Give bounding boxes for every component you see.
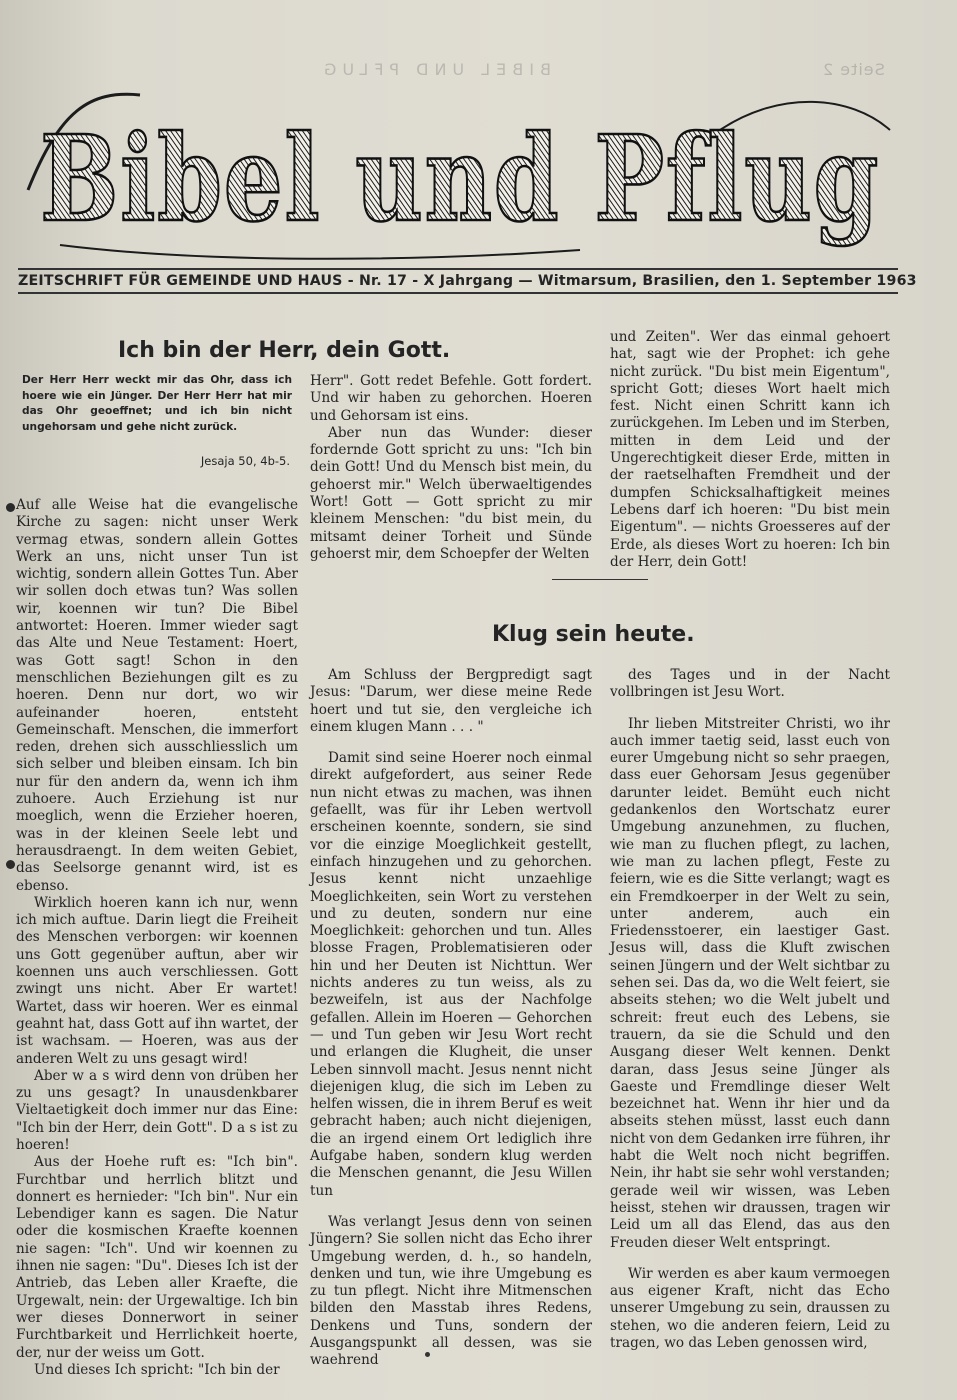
motto-reference: Jesaja 50, 4b-5. — [200, 454, 290, 468]
article1-column-3 — [610, 329, 890, 571]
article2-column-2 — [610, 667, 890, 1352]
ink-dot — [425, 1352, 430, 1357]
paragraph: Auf alle Weise hat die evangelische Kirche zu sagen: nicht unser Werk vermag etwas, sondern allein Gottes Werk an uns, nicht unser Tun ist wichtig, sondern allein Gottes Tun. Aber wir sollen doch etwas tun? Was sollen wir, koennen wir tun? Die Bibel antwortet: Hoeren. Immer wieder sagt das Alte und Neue Testament: Hoert, was Gott sagt! Schon in den menschlichen Beziehungen gilt es zu hoeren. Denn nur dort, wo wir aufeinander hoeren, entsteht Gemeinschaft. Menschen, die immerfort reden, drehen sich ausschliesslich um sich selber und bleiben einsam. Ich bin nur für den andern da, wenn ich ihm zuhoere. Auch Erziehung ist nur moeglich, wenn die Erzieher hoeren, was in der kleinen Seele lebt und herausdraengt. In dem weiten Gebiet, das Seelsorge genannt wird, ist es ebenso. — [16, 497, 298, 894]
bleed-through-header: BIBEL UND PFLUG — [318, 60, 551, 79]
section-divider — [552, 579, 648, 580]
paragraph: Ihr lieben Mitstreiter Christi, wo ihr auch immer taetig seid, lasst euch von eurer Umgebung nicht so sehr praegen, dass euer Gehorsam Jesus gegenüber darunter leidet. Bemüht euch nicht gedankenlos den Wortschatz eurer Umgebung anzunehmen, zu fluchen, wie man zu fluchen pflegt, zu lachen, wie man zu lachen pflegt, Feste zu feiern, wie es die Sitte verlangt; wagt es ein Fremdkoerper in der Welt zu sein, unter anderem, auch ein Friedensstoerer, ein laestiger Gast. Jesus will, dass die Kluft zwischen seinen Jüngern und der Welt sichtbar zu sehen sei. Das da, wo die Welt feiert, sie abseits stehen; wo die Welt jubelt und schreit: freut euch des Lebens, sie trauern, da sie die Schuld und den Ausgang dieser Welt kennen. Denkt daran, dass Jesus seine Jünger als Gaeste und Fremdlinge dieser Welt bezeichnet hat. Wenn ihr hier und da abseits stehen müsst, lasst euch dann nicht von dem Gedanken irre führen, ihr habt die Welt noch nicht begriffen. Nein, ihr habt sie sehr wohl verstanden; gerade weil wir wissen, was Leben heisst, stehen wir draussen, tragen wir Leid um all das Elend, das aus den Freuden dieser Welt entspringt. — [610, 715, 890, 1251]
paragraph: Am Schluss der Bergpredigt sagt Jesus: "Darum, wer diese meine Rede hoert und tut sie, den vergleiche ich einem klugen Mann . . . " — [310, 667, 592, 735]
ink-blot — [6, 503, 15, 512]
paragraph: Herr". Gott redet Befehle. Gott fordert. Und wir haben zu gehorchen. Hoeren und Gehorsam ist eins. — [310, 373, 592, 424]
article1-column-2 — [310, 373, 592, 563]
article2-column-1 — [310, 667, 592, 1370]
paragraph: Wirklich hoeren kann ich nur, wenn ich mich auftue. Darin liegt die Freiheit des Menschen verborgen: wir koennen uns Gott gegenüber auftun, aber wir koennen uns auch verschliessen. Gott zwingt uns nicht. Aber Er wartet! Wartet, dass wir hoeren. Wer es einmal geahnt hat, dass Gott auf ihn wartet, der ist wachsam. — Hoeren, was aus der anderen Welt zu uns gesagt wird! — [16, 894, 298, 1067]
bleed-through-page-number: Seite 2 — [822, 60, 885, 79]
paragraph: Was verlangt Jesus denn von seinen Jüngern? Sie sollen nicht das Echo ihrer Umgebung werden, d. h., so handeln, denken und tun, wie ihre Umgebung es zu tun pflegt. Nicht ihre Mitmenschen bilden den Masstab ihres Redens, Denkens und Tuns, sondern der Ausgangspunkt all dessen, was sie waehrend — [310, 1213, 592, 1369]
motto-quote: Der Herr Herr weckt mir das Ohr, dass ich hoere wie ein Jünger. Der Herr Herr hat mir das Ohr geoeffnet; und ich bin nicht ungehorsam und gehe nicht zurück. — [22, 374, 292, 433]
article-title-2: Klug sein heute. — [492, 622, 695, 647]
paragraph: Und dieses Ich spricht: "Ich bin der — [34, 1361, 280, 1378]
article-title-1: Ich bin der Herr, dein Gott. — [118, 338, 451, 363]
paragraph: des Tages und in der Nacht vollbringen ist Jesu Wort. — [610, 667, 890, 701]
ink-blot — [6, 860, 15, 869]
paragraph: und Zeiten". Wer das einmal gehoert hat, sagt wie der Prophet: ich gehe nicht zurück. "Du bist mein Eigentum", spricht Gott; dieses Wort haelt mich fest. Nicht einen Schritt kann ich zurückgehen. Im Leben und im Sterben, mitten in dem Leid und der Ungerechtigkeit dieser Erde, mitten in der raetselhaften Fremdheit und der dumpfen Schicksalhaftigkeit meines Lebens darf ich hoeren: "Du bist mein Eigentum". — nichts Groesseres auf der Erde, als dieses Wort zu hoeren: Ich bin der Herr, dein Gott! — [610, 329, 890, 570]
masthead — [20, 70, 900, 270]
paragraph: Aus der Hoehe ruft es: "Ich bin". Furchtbar und herrlich blitzt und donnert es hernieder: "Ich bin". Nur ein Lebendiger kann es sagen. Die Natur oder die kosmischen Kraefte koennen nie sagen: "Ich". Und wir koennen zu ihnen nie sagen: "Du". Dieses Ich ist der Antrieb, das Leben aller Kraefte, die Urgewalt, nein: der Urgewaltige. Ich bin wer dieses Donnerwort in seiner Furchtbarkeit und Herrlichkeit hoerte, der, nur der weiss um Gott. — [16, 1154, 298, 1361]
paragraph: Aber nun das Wunder: dieser fordernde Gott spricht zu uns: "Ich bin dein Gott! Und du Mensch bist mein, du gehoerst mir." Welch überwaeltigendes Wort! Gott — Gott spricht zu mir kleinem Menschen: "du bist mein, du mitsamt deiner Torheit und Sünde gehoerst mir, dem Schoepfer der Welten — [310, 424, 592, 562]
masthead-title: Bibel und Pflug — [40, 109, 880, 248]
masthead-subline: ZEITSCHRIFT FÜR GEMEINDE UND HAUS - Nr. 17 - X Jahrgang — Witmarsum, Brasilien, den 1. September 1963 — [18, 268, 898, 294]
paragraph: Aber w a s wird denn von drüben her zu uns gesagt? In unausdenkbarer Vieltaetigkeit doch immer nur das Eine: "Ich bin der Herr, dein Gott". D a s ist zu hoeren! — [16, 1067, 298, 1153]
masthead-logo — [20, 70, 900, 270]
article1-column-1 — [16, 497, 298, 1379]
paragraph: Damit sind seine Hoerer noch einmal direkt aufgefordert, aus seiner Rede nun nicht etwas zu machen, was ihnen gefaellt, was für ihr Leben wertvoll erscheinen koennte, sondern, sie sind vor die einzige Moeglichkeit gestellt, einfach hinzugehen und zu gehorchen. Jesus kennt nicht unzaehlige Moeglichkeiten, sein Wort zu verstehen und zu deuten, sondern nur eine Moeglichkeit: gehorchen und tun. Alles blosse Fragen, Problematisieren oder hin und her Deuten ist Nichttun. Wer nichts anderes zu tun weiss, als zu bezweifeln, ist aus der Nachfolge gefallen. Allein im Hoeren — Gehorchen — und Tun geben wir Jesu Wort recht und erlangen die Klugheit, die unser Leben sinnvoll macht. Jesus nennt nicht diejenigen klug, die sich im Leben zu helfen wissen, die in ihrem Beruf es weit gebracht haben; auch nicht diejenigen, die an irgend einem Ort lediglich ihre Aufgabe haben, sondern klug werden die Menschen genannt, die Jesu Willen tun — [310, 750, 592, 1199]
paragraph: Wir werden es aber kaum vermoegen aus eigener Kraft, nicht das Echo unserer Umgebung zu sein, draussen zu stehen, wo die anderen feiern, Leid zu tragen, wo das Leben genossen wird, — [610, 1265, 890, 1351]
